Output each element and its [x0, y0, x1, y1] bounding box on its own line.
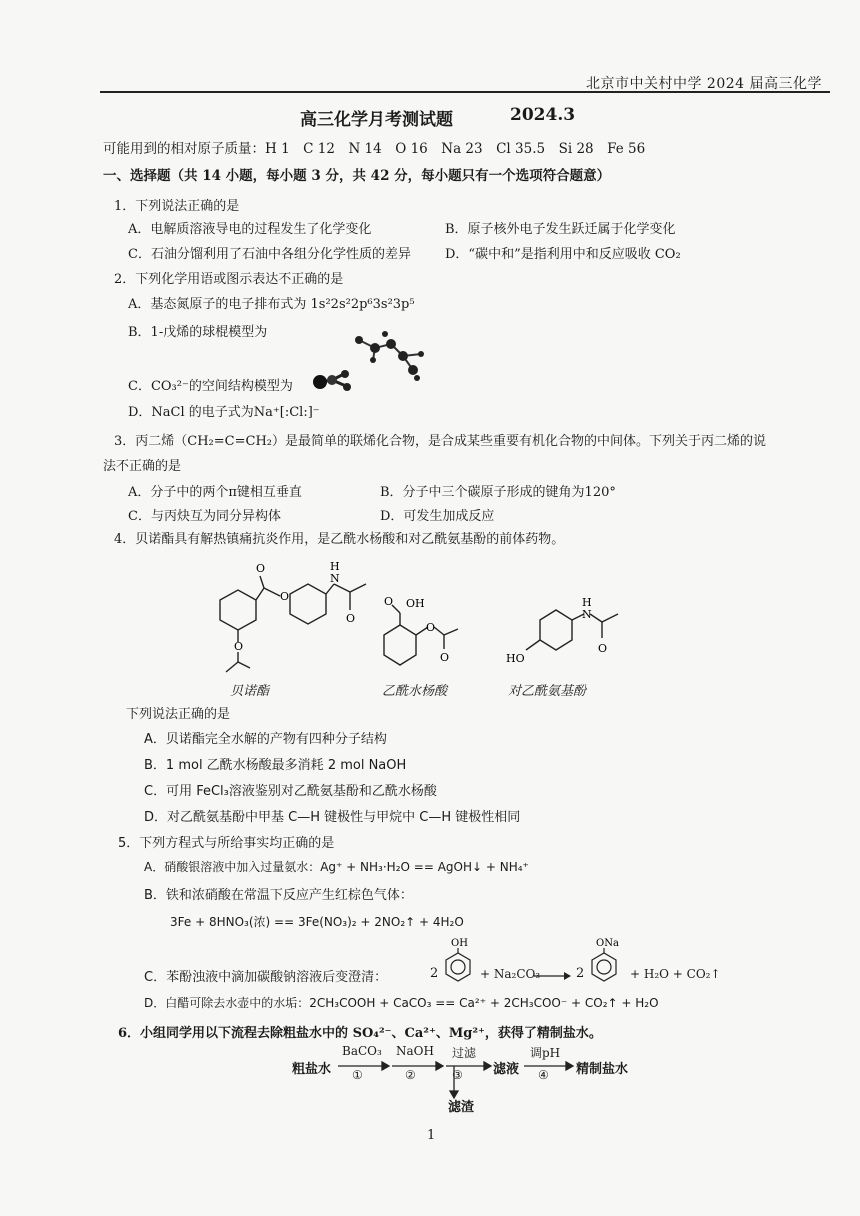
phenoxide-ona-label: ONa: [596, 938, 619, 949]
flow-mid: 滤液: [493, 1062, 520, 1077]
flow-step4-num: ④: [538, 1068, 549, 1082]
q5-option-d: D．白醋可除去水壶中的水垢：2CH₃COOH + CaCO₃ == Ca²⁺ + 2CH₃COO⁻ + CO₂↑ + H₂O: [144, 996, 659, 1010]
q1-option-c: C．石油分馏利用了石油中各组分化学性质的差异: [128, 247, 411, 262]
q5-option-a: A．硝酸银溶液中加入过量氨水：Ag⁺ + NH₃·H₂O == AgOH↓ + NH₄⁺: [144, 860, 529, 874]
aspirin-oh: OH: [406, 597, 425, 610]
flow-start: 粗盐水: [292, 1062, 332, 1077]
section-heading: 一、选择题（共 14 小题，每小题 3 分，共 42 分，每小题只有一个选项符合题意）: [103, 168, 611, 184]
flow-step2-num: ②: [405, 1068, 416, 1082]
q4-sub-stem: 下列说法正确的是: [126, 707, 231, 722]
q3-option-b: B．分子中三个碳原子形成的键角为120°: [380, 485, 616, 500]
paracetamol-structure: [500, 598, 630, 670]
paracetamol-caption: 对乙酰氨基酚: [508, 684, 587, 699]
flow-step3-num: ③: [452, 1068, 463, 1082]
q5-c-products: + H₂O + CO₂↑: [630, 967, 721, 981]
benorilate-carbonyl-o: O: [256, 562, 266, 575]
flow-step3-reagent: 过滤: [452, 1046, 477, 1060]
q4-option-d: D．对乙酰氨基酚中甲基 C—H 键极性与甲烷中 C—H 键极性相同: [144, 810, 521, 825]
flow-step1-reagent: BaCO₃: [342, 1044, 382, 1058]
aspirin-ester-o: O: [426, 621, 436, 634]
flow-arrows: [336, 1055, 576, 1100]
atomic-masses: 可能用到的相对原子质量：H 1 C 12 N 14 O 16 Na 23 Cl 35.5 Si 28 Fe 56: [103, 141, 646, 157]
pentene-ball-stick-model: [345, 326, 435, 386]
school-header: 北京市中关村中学 2024 届高三化学: [585, 76, 822, 92]
flow-step1-num: ①: [352, 1068, 363, 1082]
q3-option-d: D．可发生加成反应: [380, 509, 495, 524]
benorilate-caption: 贝诺酯: [230, 684, 270, 699]
aspirin-structure: [370, 595, 470, 685]
aspirin-carbonyl-o: O: [384, 595, 394, 608]
q4-option-a: A．贝诺酯完全水解的产物有四种分子结构: [144, 732, 387, 747]
q6-stem: 6．小组同学用以下流程去除粗盐水中的 SO₄²⁻、Ca²⁺、Mg²⁺，获得了精制盐水。: [118, 1026, 602, 1041]
q5-option-c: C．苯酚浊液中滴加碳酸钠溶液后变澄清：: [144, 970, 388, 985]
phenol-ring: [440, 936, 476, 988]
q2-stem: 2．下列化学用语或图示表达不正确的是: [114, 272, 344, 287]
q3-stem-line1: 3．丙二烯（CH₂=C=CH₂）是最简单的联烯化合物，是合成某些重要有机化合物的中间体。下列关于丙二烯的说: [114, 434, 766, 449]
aspirin-acetyl-o: O: [440, 651, 450, 664]
q2-option-a: A．基态氮原子的电子排布式为 1s²2s²2p⁶3s²3p⁵: [128, 297, 415, 312]
benorilate-ester-o: O: [280, 590, 290, 603]
paracetamol-h: H: [582, 598, 592, 609]
q5-option-b-equation: 3Fe + 8HNO₃(浓) == 3Fe(NO₃)₂ + 2NO₂↑ + 4H₂O: [170, 915, 464, 929]
q5-c-coef2: 2: [576, 966, 585, 981]
q5-stem: 5．下列方程式与所给事实均正确的是: [118, 836, 335, 851]
benorilate-acetoxy-o: O: [234, 640, 244, 653]
q3-option-c: C．与丙炔互为同分异构体: [128, 509, 281, 524]
q1-option-d: D．“碳中和”是指利用中和反应吸收 CO₂: [445, 247, 681, 262]
q4-stem: 4．贝诺酯具有解热镇痛抗炎作用，是乙酰水杨酸和对乙酰氨基酚的前体药物。: [114, 532, 565, 547]
q2-option-b: B．1-戊烯的球棍模型为: [128, 325, 268, 340]
q2-option-d: D．NaCl 的电子式为Na⁺[:Cl:]⁻: [128, 405, 320, 420]
q1-option-b: B．原子核外电子发生跃迁属于化学变化: [445, 222, 676, 237]
q4-option-b: B．1 mol 乙酰水杨酸最多消耗 2 mol NaOH: [144, 758, 407, 773]
q1-stem: 1．下列说法正确的是: [114, 199, 240, 214]
benorilate-n: N: [330, 572, 340, 585]
q5-option-b: B．铁和浓硝酸在常温下反应产生红棕色气体：: [144, 888, 413, 903]
q3-stem-line2: 法不正确的是: [103, 459, 182, 474]
aspirin-caption: 乙酰水杨酸: [382, 684, 448, 699]
reaction-arrow-icon: [532, 970, 572, 982]
paracetamol-n: N: [582, 608, 592, 621]
page-number: 1: [427, 1128, 436, 1143]
flow-end: 精制盐水: [576, 1062, 629, 1077]
q2-option-c: C．CO₃²⁻的空间结构模型为: [128, 379, 293, 394]
paracetamol-amide-o: O: [598, 642, 608, 655]
benorilate-amide-o: O: [346, 612, 356, 625]
q4-option-c: C．可用 FeCl₃溶液鉴别对乙酰氨基酚和乙酰水杨酸: [144, 784, 437, 799]
benorilate-h: H: [330, 560, 340, 573]
q1-option-a: A．电解质溶液导电的过程发生了化学变化: [128, 222, 372, 237]
q5-c-coef1: 2: [430, 966, 439, 981]
flow-step4-reagent: 调pH: [530, 1046, 561, 1060]
exam-title: 高三化学月考测试题: [300, 110, 453, 130]
flow-step2-reagent: NaOH: [396, 1044, 434, 1058]
header-rule: [100, 91, 830, 93]
paracetamol-ho: HO: [506, 652, 525, 665]
q3-option-a: A．分子中的两个π键相互垂直: [128, 485, 302, 500]
sodium-phenoxide-ring: [586, 936, 626, 988]
exam-date: 2024.3: [510, 105, 576, 125]
carbonate-model-icon: [308, 368, 356, 394]
q5-c-reagent: + Na₂CO₃: [480, 967, 541, 981]
phenol-oh-label: OH: [451, 938, 468, 949]
flow-residue: 滤渣: [448, 1100, 475, 1115]
benorilate-structure: [190, 550, 370, 690]
